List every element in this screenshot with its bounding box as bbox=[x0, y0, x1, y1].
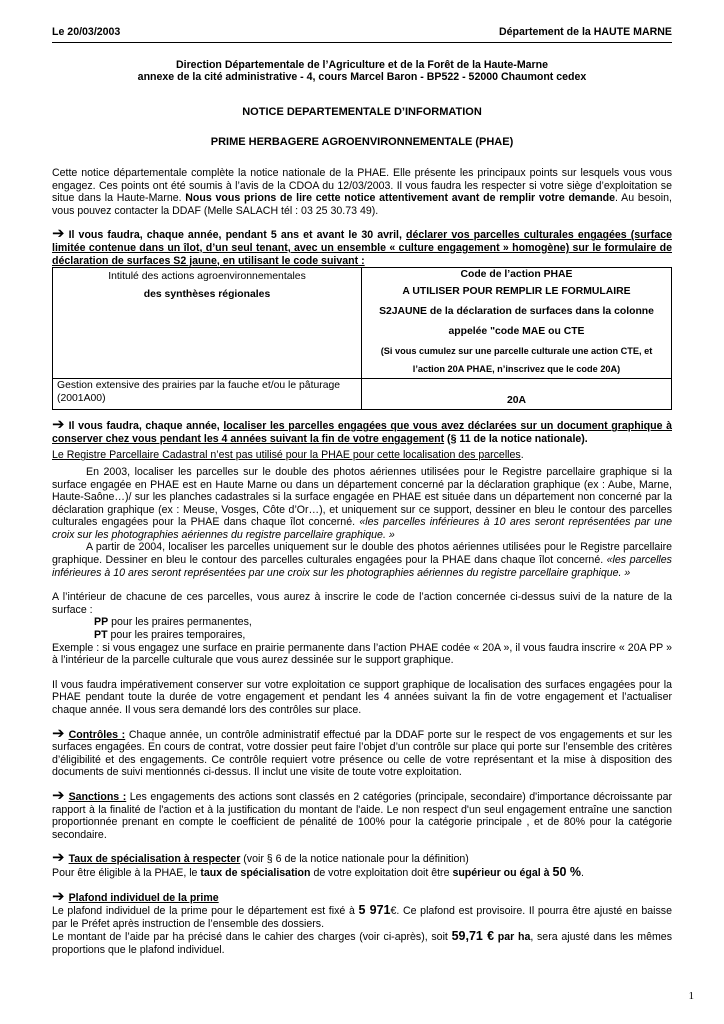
head-left-line-2: des synthèses régionales bbox=[143, 289, 271, 301]
arrow-right-icon: ➔ bbox=[52, 225, 65, 243]
plafond-amount: 5 971 bbox=[358, 903, 391, 918]
taux-line-d: supérieur ou égal à bbox=[452, 866, 553, 879]
interior-paragraph: A l’intérieur de chacune de ces parcelles, vous aurez à inscrire le code de l’action concernée ci-dessus suivi de la nature de la surface : bbox=[52, 591, 672, 616]
pt-text: pour les praires temporaires, bbox=[107, 629, 246, 642]
table-head-left bbox=[53, 268, 362, 379]
paragraph-2004 bbox=[52, 541, 672, 579]
taux-line-b: taux de spécialisation bbox=[200, 866, 311, 879]
head-right-line-1: Code de l’action PHAE bbox=[460, 269, 573, 281]
prime-title: PRIME HERBAGERE AGROENVIRONNEMENTALE (PHAE) bbox=[210, 136, 514, 149]
taux-line bbox=[52, 866, 672, 880]
paragraph-2004-italic: «les parcelles inférieures à 10 ares seront représentées par une croix sur les photographies aériennes du registre parcellaire graphique. » bbox=[52, 554, 672, 579]
notice-title: NOTICE DEPARTEMENTALE D’INFORMATION bbox=[242, 105, 482, 118]
paragraph-2003-text: En 2003, localiser les parcelles sur le double des photos aériennes utilisées pour le Registre parcellaire graphique si la surface engagée en PHAE est en Haute Marne ou dans un département concerné par la déclaration graphique (ex : Aube, Marne, Haute-Saône…)/ sur les planches cadastrales si la surface engagée en PHAE est située dans un département non concerné par la déclaration graphique (ex : Meuse, Vosges, Côte d’Or…), et uniquement sur ce support, dessiner en bleu le contour des parcelles culturales engagées pour la PHAE dans chaque îlot concerné. bbox=[52, 465, 672, 529]
declaration-underlined: déclarer vos parcelles culturales engagées (surface limitée contenue dans un îlot, d’un seul tenant, avec un ensemble « culture engagement » homogène) sur le formulaire de déclaration de surfaces S2 jaune, en utilisant le code suivant : bbox=[52, 229, 672, 267]
plafond-text-3: Le montant de l’aide par ha précisé dans le cahier des charges (voir ci-après), soit bbox=[52, 931, 452, 944]
paragraph-2003-italic: «les parcelles inférieures à 10 ares seront représentées par une croix sur les photographies aériennes du registre parcellaire graphique. » bbox=[52, 516, 672, 541]
plafond-text-1: Le plafond individuel de la prime pour le département est fixé à bbox=[52, 905, 359, 918]
head-right-line-5: (Si vous cumulez sur une parcelle culturale une action CTE, et bbox=[380, 346, 653, 357]
plafond-paragraph-1 bbox=[52, 904, 672, 930]
head-right-line-3: S2JAUNE de la déclaration de surfaces dans la colonne bbox=[379, 306, 654, 318]
arrow-right-icon: ➔ bbox=[52, 724, 65, 742]
localisation-tail: (§ 11 de la notice nationale). bbox=[444, 432, 588, 445]
document-page bbox=[52, 26, 672, 957]
arrow-right-icon: ➔ bbox=[52, 887, 65, 905]
plafond-label: Plafond individuel de la prime bbox=[68, 891, 219, 904]
controles-label: Contrôles : bbox=[68, 728, 126, 741]
section-declaration bbox=[52, 225, 672, 267]
taux-label: Taux de spécialisation à respecter bbox=[68, 853, 241, 866]
registre-note: Le Registre Parcellaire Cadastral n’est pas utilisé pour la PHAE pour cette localisation des parcelles. bbox=[52, 449, 524, 462]
taux-line-c: de votre exploitation doit être bbox=[310, 866, 453, 879]
taux-value: 50 % bbox=[552, 864, 582, 879]
pp-line bbox=[52, 616, 672, 629]
intro-paragraph bbox=[52, 167, 672, 217]
taux-note: (voir § 6 de la notice nationale pour la définition) bbox=[240, 853, 469, 866]
organization-block bbox=[52, 59, 672, 84]
head-right-line-4: appelée "code MAE ou CTE bbox=[448, 326, 585, 338]
header-department: Département de la HAUTE MARNE bbox=[498, 26, 672, 38]
localisation-underlined: localiser les parcelles engagées que vous avez déclarées sur un document graphique à conserver chez vous pendant les 4 années suivant la fin de votre engagement bbox=[52, 420, 672, 445]
plafond-text-2: €. Ce plafond est provisoire. Il pourra être ajusté en baisse par le Préfet après instruction de l’ensemble des dossiers. bbox=[52, 905, 672, 930]
conserve-paragraph: Il vous faudra impérativement conserver sur votre exploitation ce support graphique de localisation des surfaces engagées pour la PHAE pendant toute la durée de votre engagement et pendant les 4 années suivant la fin de votre engagement et l’actualiser chaque année. Il vous sera demandé lors des contrôles sur place. bbox=[52, 678, 672, 716]
table-head-right bbox=[362, 268, 672, 379]
header-date: Le 20/03/2003 bbox=[52, 26, 121, 38]
intro-contact: . Au besoin, vous pouvez contacter la DDAF (Melle SALACH tél : 03 25 30.73 49). bbox=[52, 192, 672, 217]
plafond-rate-unit: par ha bbox=[494, 931, 531, 944]
sanctions-text: Les engagements des actions sont classés en 2 catégories (principale, secondaire) d'importance décroissante par rapport à la finalité de l'action et à la justification du montant de l'aide. Le non respect d'un seul engagement entraîne une sanction proportionnée prenant en compte le coefficient de pénalité de 100% pour la catégorie principale , et de 80% pour la catégorie secondaire. bbox=[52, 790, 672, 841]
page-header bbox=[52, 26, 672, 43]
plafond-rate: 59,71 € bbox=[451, 929, 495, 944]
registre-note-text: Le Registre Parcellaire Cadastral n’est pas utilisé pour la PHAE pour cette localisation des parcelles bbox=[52, 449, 521, 462]
pt-code: PT bbox=[94, 629, 108, 642]
taux-line-a: Pour être éligible à la PHAE, le bbox=[52, 866, 201, 879]
taux-end: . bbox=[581, 866, 584, 879]
intro-text: Cette notice départementale complète la notice nationale de la PHAE. Elle présente les principaux points sur lesquels vous vous engagez. Ces points ont été soumis à l’avis de la CDOA du 12/03/2003. Il vous faudra les respecter si votre siège d’exploitation se situe dans la Haute-Marne. bbox=[52, 166, 672, 205]
plafond-text-4: , sera ajusté dans les mêmes proportions que le plafond individuel. bbox=[52, 931, 672, 956]
controles-paragraph bbox=[52, 724, 672, 779]
declaration-lead: Il vous faudra, chaque année, pendant 5 ans et avant le 30 avril, bbox=[68, 229, 407, 242]
localisation-lead: Il vous faudra, chaque année, bbox=[68, 420, 224, 433]
organization-line-2: annexe de la cité administrative - 4, cours Marcel Baron - BP522 - 52000 Chaumont cedex bbox=[137, 71, 587, 84]
arrow-right-icon: ➔ bbox=[52, 849, 65, 867]
sanctions-paragraph bbox=[52, 786, 672, 841]
page-number: 1 bbox=[688, 990, 694, 1002]
pp-code: PP bbox=[94, 616, 109, 629]
controles-text: Chaque année, un contrôle administratif effectué par la DDAF porte sur le respect de vos engagements et sur les surfaces engagées. En cours de contrat, votre dossier peut faire l’objet d’un contrôle sur place qui porte sur l’ensemble des critères d’éligibilité et des engagements. Ce contrôle requiert votre présence ou celle de votre représentant et la mise à disposition des documents de suivi mentionnés ci-dessus. Il inclut une visite de toute votre exploitation. bbox=[52, 728, 672, 779]
paragraph-2004-text: A partir de 2004, localiser les parcelles uniquement sur le double des photos aériennes utilisées pour le Registre parcellaire graphique. Dessiner en bleu le contour des parcelles culturales engagées pour la PHAE dans chaque îlot concerné. bbox=[52, 541, 672, 567]
intro-bold: Nous vous prions de lire cette notice attentivement avant de remplir votre demande bbox=[185, 192, 616, 205]
head-right-line-6: l’action 20A PHAE, n’inscrivez que le code 20A) bbox=[412, 364, 621, 375]
table-row-action: Gestion extensive des prairies par la fauche et/ou le pâturage (2001A00) bbox=[53, 379, 362, 410]
example-paragraph: Exemple : si vous engagez une surface en prairie permanente dans l’action PHAE codée « 20A », il vous faudra inscrire « 20A PP » à l’intérieur de la parcelle culturale que vous aurez dessinée sur le support graphique. bbox=[52, 641, 672, 667]
arrow-right-icon: ➔ bbox=[52, 416, 65, 434]
head-right-line-2: A UTILISER POUR REMPLIR LE FORMULAIRE bbox=[402, 286, 631, 298]
arrow-right-icon: ➔ bbox=[52, 786, 65, 804]
table-row bbox=[53, 379, 672, 410]
table-row-code: 20A bbox=[362, 379, 672, 410]
plafond-paragraph-2 bbox=[52, 930, 672, 956]
head-left-line-1: Intitulé des actions agroenvironnementales bbox=[108, 271, 306, 283]
organization-line-1: Direction Départementale de l’Agriculture et de la Forêt de la Haute-Marne bbox=[175, 58, 549, 71]
pt-line bbox=[52, 629, 672, 642]
pp-text: pour les praires permanentes, bbox=[108, 616, 252, 629]
table-header-row bbox=[53, 268, 672, 379]
paragraph-2003 bbox=[52, 466, 672, 542]
actions-table bbox=[52, 267, 672, 410]
sanctions-label: Sanctions : bbox=[68, 790, 127, 803]
section-localisation bbox=[52, 416, 672, 445]
